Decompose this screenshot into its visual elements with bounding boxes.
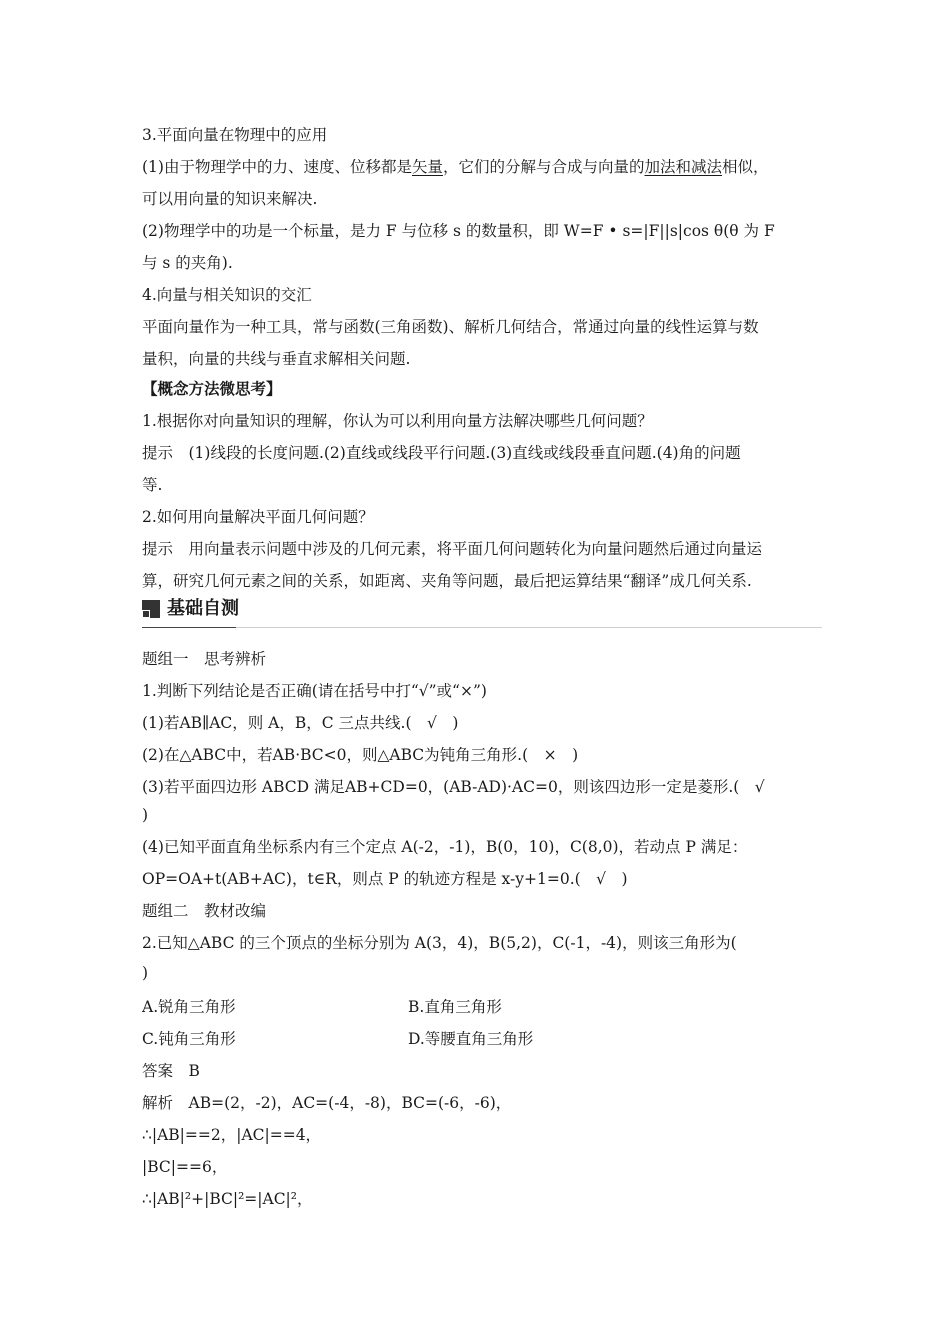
paragraph-intersection-cont: 量积，向量的共线与垂直求解相关问题. <box>142 350 411 368</box>
analysis-line-2: ∴|AB|==2，|AC|==4， <box>142 1126 322 1144</box>
paragraph-physics-2: (2)物理学中的功是一个标量，是力 F 与位移 s 的数量积，即 W=F • s=|F||s|cos θ(θ 为 F <box>142 222 775 240</box>
hint-2: 提示 用向量表示问题中涉及的几何元素，将平面几何问题转化为向量问题然后通过向量运 <box>142 540 763 558</box>
judge-item-1: (1)若AB∥AC，则 A，B，C 三点共线.( √ ) <box>142 714 459 732</box>
options-row-2 <box>142 1028 822 1050</box>
judge-question: 1.判断下列结论是否正确(请在括号中打“√”或“×”) <box>142 682 487 700</box>
section-heading-self-test <box>142 596 822 628</box>
judge-item-4: (4)已知平面直角坐标系内有三个定点 A(-2，-1)，B(0，10)，C(8,0)，若动点 P 满足： <box>142 838 748 856</box>
paragraph-physics-2-cont: 与 s 的夹角). <box>142 254 233 272</box>
heading-concept-thinking: 【概念方法微思考】 <box>142 379 282 398</box>
term-vector: 矢量 <box>411 158 443 176</box>
question-triangle-cont: ) <box>142 964 149 982</box>
hint-1-cont: 等. <box>142 476 163 494</box>
option-d: D.等腰直角三角形 <box>408 1030 534 1048</box>
judge-item-4-cont: OP=OA+t(AB+AC)，t∈R，则点 P 的轨迹方程是 x-y+1=0.( √ ) <box>142 870 628 888</box>
judge-item-3-cont: ) <box>142 806 149 824</box>
paragraph-intersection: 平面向量作为一种工具，常与函数(三角函数)、解析几何结合，常通过向量的线性运算与数 <box>142 318 759 336</box>
section-title: 基础自测 <box>167 598 239 619</box>
hint-2-cont: 算，研究几何元素之间的关系，如距离、夹角等问题，最后把运算结果“翻译”成几何关系. <box>142 572 752 590</box>
paragraph-physics-1-cont: 可以用向量的知识来解决. <box>142 190 318 208</box>
option-a: A.锐角三角形 <box>142 998 236 1016</box>
section-rule-dark <box>142 627 236 628</box>
option-c: C.钝角三角形 <box>142 1030 236 1048</box>
section-rule-light <box>236 627 822 628</box>
paragraph-physics-1: (1)由于物理学中的力、速度、位移都是矢量，它们的分解与合成与向量的加法和减法相似， <box>142 158 769 176</box>
question-1: 1.根据你对向量知识的理解，你认为可以利用向量方法解决哪些几何问题？ <box>142 412 653 430</box>
option-b: B.直角三角形 <box>408 998 502 1016</box>
section-square-icon <box>142 600 160 618</box>
heading-vector-intersection: 4.向量与相关知识的交汇 <box>142 286 312 304</box>
group-2-title: 题组二 教材改编 <box>142 902 267 920</box>
group-1-title: 题组一 思考辨析 <box>142 650 267 668</box>
judge-item-3: (3)若平面四边形 ABCD 满足AB+CD=0，(AB-AD)·AC=0，则该四边形一定是菱形.( √ <box>142 778 765 796</box>
hint-1: 提示 (1)线段的长度问题.(2)直线或线段平行问题.(3)直线或线段垂直问题.(4)角的问题 <box>142 444 741 462</box>
answer: 答案 B <box>142 1062 200 1080</box>
question-triangle: 2.已知△ABC 的三个顶点的坐标分别为 A(3，4)，B(5,2)，C(-1，-4)，则该三角形为( <box>142 934 737 952</box>
analysis-line-4: ∴|AB|²+|BC|²=|AC|²， <box>142 1190 313 1208</box>
options-row-1 <box>142 996 822 1018</box>
analysis-line-3: |BC|==6， <box>142 1158 228 1176</box>
judge-item-2: (2)在△ABC中，若AB·BC<0，则△ABC为钝角三角形.( × ) <box>142 746 579 764</box>
question-2: 2.如何用向量解决平面几何问题？ <box>142 508 374 526</box>
analysis-line-1: 解析 AB=(2，-2)，AC=(-4，-8)，BC=(-6，-6)， <box>142 1094 512 1112</box>
heading-physics-application: 3.平面向量在物理中的应用 <box>142 126 328 144</box>
term-add-subtract: 加法和减法 <box>644 158 723 176</box>
